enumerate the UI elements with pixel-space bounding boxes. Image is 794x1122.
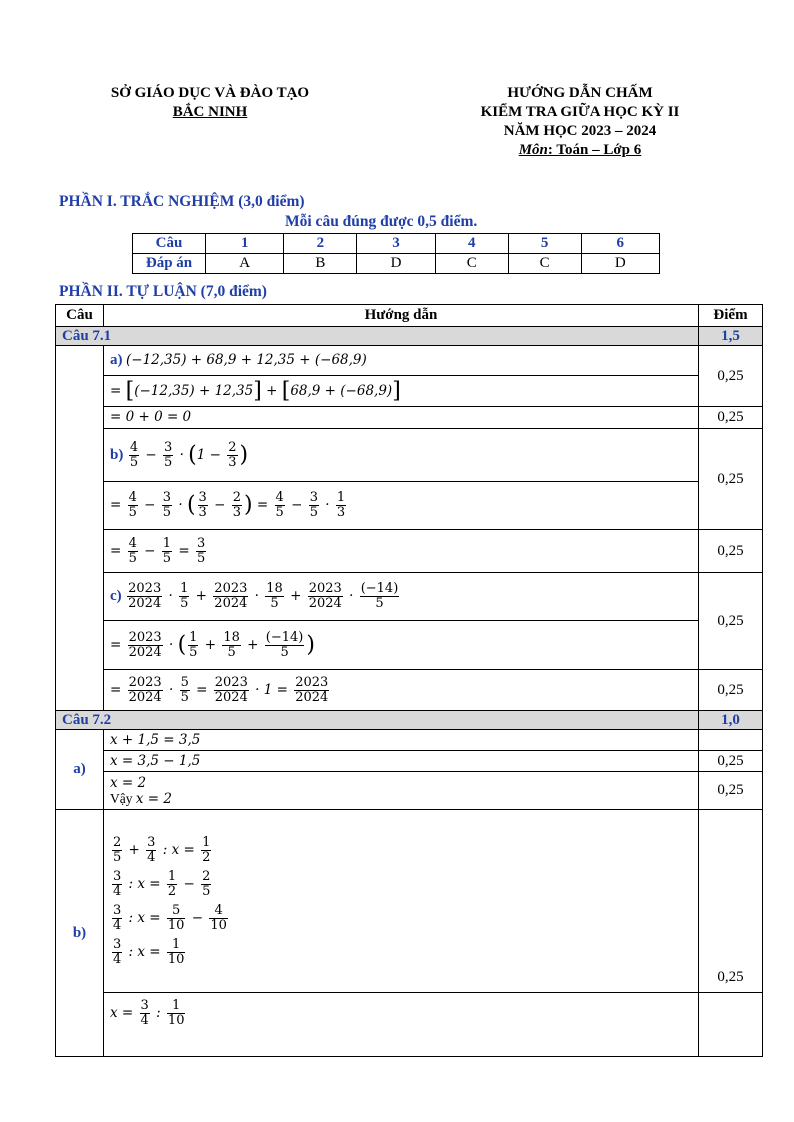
section-points: 1,0	[699, 711, 763, 730]
department-name: SỞ GIÁO DỤC VÀ ĐÀO TẠO	[110, 85, 310, 101]
question-row	[133, 234, 660, 254]
column-guide: Hướng dẫn	[103, 305, 698, 327]
column-points: Điểm	[699, 305, 763, 327]
step-7-2-a-3	[103, 772, 698, 810]
points-cell: 0,25	[699, 573, 763, 670]
section-row-7-2	[56, 711, 763, 730]
step-row	[56, 573, 763, 621]
conclusion-math: x = 2	[135, 790, 172, 807]
document-title: HƯỚNG DẪN CHẤM	[507, 85, 653, 101]
step-row	[56, 621, 763, 670]
exam-title: KIỂM TRA GIỮA HỌC KỲ II	[480, 104, 680, 120]
step-7-1-b-2	[103, 482, 698, 530]
points-cell: 0,25	[699, 751, 763, 772]
step-7-2-a-1	[103, 730, 698, 751]
province-name: BẮC NINH	[172, 104, 248, 120]
step-row	[56, 730, 763, 751]
question-number: 4	[435, 234, 508, 254]
question-number: 3	[357, 234, 435, 254]
step-row	[56, 429, 763, 482]
answer-cell: A	[206, 254, 284, 274]
points-cell: 0,25	[699, 429, 763, 530]
step-7-1-c-1	[103, 573, 698, 621]
section-label: Câu 7.1	[56, 327, 699, 346]
part-label: c)	[109, 588, 122, 604]
step-row	[56, 670, 763, 711]
answer-cell: B	[284, 254, 357, 274]
question-number: 1	[206, 234, 284, 254]
step-7-2-b-2	[103, 993, 698, 1057]
question-number: 5	[508, 234, 581, 254]
section-points: 1,5	[699, 327, 763, 346]
department-header	[70, 84, 350, 122]
school-year: NĂM HỌC 2023 – 2024	[503, 123, 657, 139]
math-expression: = 0 + 0 = 0	[109, 409, 192, 425]
math-expression: x + 1,5 = 3,5	[109, 731, 201, 748]
math-expression: = $\frac{4}{5}$ − $\frac{1}{5}$ = $\frac{3}{5}$	[109, 535, 206, 566]
subject-line	[430, 141, 730, 160]
answer-cell: C	[508, 254, 581, 274]
step-7-1-c-2	[103, 621, 698, 670]
points-cell-empty	[699, 993, 763, 1057]
step-7-2-a-2	[103, 751, 698, 772]
step-row	[56, 376, 763, 407]
step-7-1-b-1	[103, 429, 698, 482]
math-expression: = [(−12,35) + 12,35] + [68,9 + (−68,9)]	[109, 378, 401, 403]
points-cell: 0,25	[699, 346, 763, 407]
points-cell: 0,25	[699, 670, 763, 711]
math-expression: = $\frac{2023}{2024}$ · $\frac{5}{5}$ = $\frac{2023}{2024}$ · 1 = $\frac{2023}{2024}$	[109, 674, 329, 705]
math-expression: $\frac{2023}{2024}$ · $\frac{1}{5}$ + $\frac{2023}{2024}$ · $\frac{18}{5}$ + $\frac{2023}{2024}$ · $\frac{(-14)}{5}$	[128, 581, 399, 611]
part2-title: PHẦN II. TỰ LUẬN (7,0 điểm)	[59, 283, 267, 300]
answer-cell: C	[435, 254, 508, 274]
section-row-7-1	[56, 327, 763, 346]
math-expression: (−12,35) + 68,9 + 12,35 + (−68,9)	[125, 352, 367, 368]
multiple-choice-table	[132, 233, 660, 274]
conclusion	[110, 791, 692, 807]
step-row	[56, 772, 763, 810]
math-expression: $\frac{3}{4}$ : x = $\frac{5}{10}$ − $\frac{4}{10}$	[112, 903, 227, 933]
math-expression: $\frac{4}{5}$ − $\frac{3}{5}$ · (1 − $\frac{2}{3}$ )	[129, 439, 249, 470]
section-label: Câu 7.2	[56, 711, 699, 730]
part1-note: Mỗi câu đúng được 0,5 điểm.	[285, 213, 478, 230]
math-expression: x = 3,5 − 1,5	[109, 752, 201, 769]
question-number: 6	[581, 234, 659, 254]
step-row	[56, 407, 763, 429]
points-cell: 0,25	[699, 530, 763, 573]
answer-cell: D	[581, 254, 659, 274]
part-label: a)	[109, 352, 123, 368]
step-7-1-a-2	[103, 376, 698, 407]
question-row-label: Câu	[133, 234, 206, 254]
math-expression: $\frac{2}{5}$ + $\frac{3}{4}$ : x = $\frac{1}{2}$	[112, 835, 211, 865]
subquestion-label: b)	[56, 810, 104, 1057]
step-7-2-b-1	[103, 810, 698, 993]
math-expression: $\frac{3}{4}$ : x = $\frac{1}{2}$ − $\frac{2}{5}$	[112, 869, 211, 899]
step-row	[56, 530, 763, 573]
math-expression: $\frac{3}{4}$ : x = $\frac{1}{10}$	[112, 937, 185, 967]
solution-table	[55, 304, 763, 1057]
subquestion-label: a)	[56, 730, 104, 810]
step-row	[56, 810, 763, 993]
answer-row	[133, 254, 660, 274]
step-row	[56, 751, 763, 772]
math-expression: x = $\frac{3}{4}$ : $\frac{1}{10}$	[109, 998, 185, 1028]
step-row	[56, 993, 763, 1057]
step-7-1-a-3	[103, 407, 698, 429]
subject-label: Môn	[518, 142, 548, 158]
step-row	[56, 346, 763, 376]
question-cell	[56, 346, 104, 711]
points-cell: 0,25	[699, 407, 763, 429]
step-row	[56, 482, 763, 530]
column-question: Câu	[56, 305, 104, 327]
document-header	[430, 84, 730, 160]
points-cell-empty	[699, 730, 763, 751]
math-expression: = $\frac{4}{5}$ − $\frac{3}{5}$ · ( $\frac{3}{3}$ − $\frac{2}{3}$ ) = $\frac{4}{5}$ − $\frac{3}{5}$ · $\frac{1}{3}$	[109, 490, 346, 520]
conclusion-prefix: Vậy	[109, 790, 133, 806]
answer-row-label: Đáp án	[133, 254, 206, 274]
points-cell: 0,25	[699, 810, 763, 993]
step-7-1-a-1	[103, 346, 698, 376]
points-cell: 0,25	[699, 772, 763, 810]
step-7-1-c-3	[103, 670, 698, 711]
math-expression: = $\frac{2023}{2024}$ · ( $\frac{1}{5}$ + $\frac{18}{5}$ + $\frac{(-14)}{5}$ )	[109, 629, 315, 660]
math-expression: x = 2	[109, 774, 147, 791]
question-number: 2	[284, 234, 357, 254]
solution-table-header	[56, 305, 763, 327]
answer-cell: D	[357, 254, 435, 274]
subject-value: : Toán – Lớp 6	[547, 142, 642, 158]
part-label: b)	[109, 446, 124, 463]
step-7-1-b-3	[103, 530, 698, 573]
part1-title: PHẦN I. TRẮC NGHIỆM (3,0 điểm)	[59, 193, 305, 210]
